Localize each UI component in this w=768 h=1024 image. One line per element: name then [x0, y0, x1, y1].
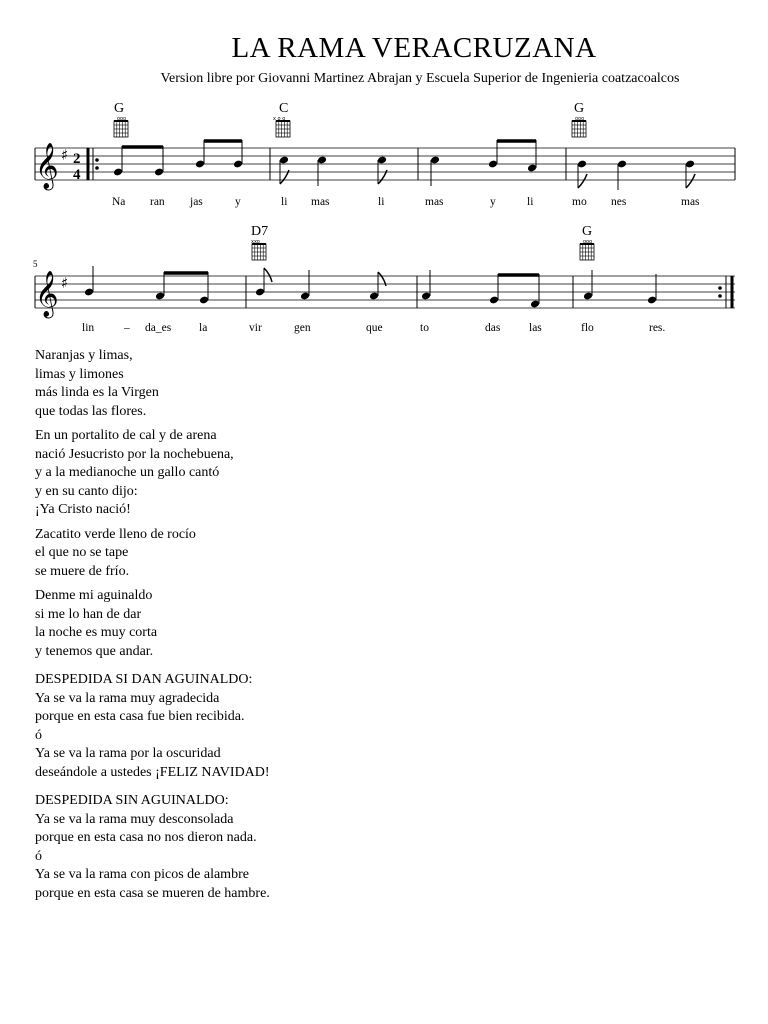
measure-number: 5 — [33, 259, 38, 269]
lyric-syllable: lin — [82, 322, 95, 334]
lyric-syllable: vir — [249, 322, 262, 334]
verse-line: nació Jesucristo por la nochebuena, — [35, 446, 234, 462]
notes-measure-5 — [84, 266, 209, 304]
verse-line: que todas las flores. — [35, 403, 147, 419]
verse-line: Ya se va la rama muy agradecida — [35, 690, 220, 706]
time-signature: 2 — [73, 151, 81, 167]
lyric-syllable: das — [485, 322, 501, 334]
chord-diagram-g — [114, 121, 128, 137]
svg-text:x o o: x o o — [273, 116, 286, 122]
verse-line: deseándole a ustedes ¡FELIZ NAVIDAD! — [35, 764, 270, 780]
stanza-1 — [35, 347, 735, 421]
verse-line: Zacatito verde lleno de rocío — [35, 526, 196, 542]
verse-line: limas y limones — [35, 366, 124, 382]
verse-line: más linda es la Virgen — [35, 385, 159, 400]
lyrics-line-1 — [112, 196, 700, 208]
verse-line: porque en esta casa fue bien recibida. — [35, 709, 245, 724]
lyric-syllable: – — [124, 322, 130, 334]
chord-name: G — [114, 101, 125, 116]
verse-line: y tenemos que andar. — [35, 643, 154, 659]
chord-diagram-c — [276, 121, 290, 137]
sheet-music — [0, 0, 768, 345]
svg-text:4: 4 — [73, 167, 81, 183]
song-title: LA RAMA VERACRUZANA — [231, 32, 597, 64]
key-signature-sharp: ♯ — [61, 146, 69, 164]
verse-line: porque en esta casa se mueren de hambre. — [35, 885, 270, 901]
section-heading: DESPEDIDA SI DAN AGUINALDO: — [35, 672, 253, 687]
verse-line: se muere de frío. — [35, 563, 130, 579]
svg-text:𝄞: 𝄞 — [35, 271, 59, 317]
notes-measure-3 — [430, 140, 537, 186]
verse-line: Denme mi aguinaldo — [35, 588, 153, 603]
lyric-syllable: flo — [581, 322, 594, 334]
lyric-syllable: la — [199, 322, 208, 334]
notes-measure-8 — [583, 270, 657, 304]
lyric-syllable: res. — [649, 322, 666, 334]
lyric-syllable: li — [527, 196, 534, 208]
verse-line: la noche es muy corta — [35, 625, 158, 640]
lyric-syllable: y — [490, 196, 496, 208]
verse-line: Ya se va la rama muy desconsolada — [35, 811, 234, 827]
chord-diagram-g-3 — [580, 244, 594, 260]
lyric-syllable: li — [281, 196, 288, 208]
verse-line: Ya se va la rama con picos de alambre — [35, 867, 249, 882]
stanza-farewell-with-gift — [35, 671, 735, 782]
lyric-syllable: las — [529, 322, 542, 334]
verse-line: ¡Ya Cristo nació! — [35, 502, 131, 517]
lyrics-line-2 — [82, 322, 665, 334]
notes-measure-2 — [279, 156, 387, 186]
lyric-syllable: Na — [112, 196, 126, 208]
lyric-syllable: jas — [190, 196, 203, 208]
lyric-syllable: da_es — [145, 322, 172, 334]
chord-name: C — [279, 101, 289, 116]
song-subtitle: Version libre por Giovanni Martinez Abrajan y Escuela Superior de Ingenieria coatzacoalcos — [160, 71, 680, 86]
verse-line: y a la medianoche un gallo cantó — [35, 465, 220, 480]
lyric-syllable: mas — [681, 196, 700, 208]
chord-diagram-d7 — [252, 244, 266, 260]
lyric-syllable: ran — [150, 196, 165, 208]
stanza-2 — [35, 427, 735, 520]
chord-name: G — [582, 224, 593, 239]
stanza-3 — [35, 526, 735, 582]
lyric-syllable: gen — [294, 322, 311, 334]
verse-line: si me lo han de dar — [35, 606, 142, 622]
lyric-syllable: li — [378, 196, 385, 208]
lyric-syllable: y — [235, 196, 241, 208]
stanza-4 — [35, 587, 735, 661]
chord-name: D7 — [251, 224, 269, 239]
lyric-syllable: mas — [425, 196, 444, 208]
notes-measure-1 — [113, 140, 243, 176]
svg-text:ooo: ooo — [575, 116, 585, 122]
lyric-syllable: to — [420, 322, 429, 334]
lyric-syllable: mo — [572, 196, 587, 208]
svg-text:ooo: ooo — [583, 239, 593, 245]
lyric-syllable: mas — [311, 196, 330, 208]
treble-clef: 𝄞 — [35, 143, 59, 189]
verse-line: el que no se tape — [35, 545, 129, 560]
lyric-syllable: nes — [611, 196, 627, 208]
section-heading: DESPEDIDA SIN AGUINALDO: — [35, 793, 229, 808]
lyric-syllable: que — [366, 322, 383, 334]
verse-line: ó — [35, 848, 42, 864]
lyrics-verses — [35, 347, 735, 909]
stanza-farewell-without-gift — [35, 792, 735, 903]
verse-line: porque en esta casa no nos dieron nada. — [35, 830, 257, 845]
chord-diagram-g-2 — [572, 121, 586, 137]
chord-name: G — [574, 101, 585, 116]
verse-line: En un portalito de cal y de arena — [35, 428, 217, 443]
svg-text:xxo: xxo — [251, 239, 260, 245]
staff-system-1 — [35, 116, 735, 191]
staff-system-2 — [35, 239, 735, 319]
verse-line: ó — [35, 727, 42, 743]
verse-line: y en su canto dijo: — [35, 483, 138, 499]
svg-text:♯: ♯ — [61, 274, 69, 292]
verse-line: Naranjas y limas, — [35, 348, 133, 363]
svg-text:ooo: ooo — [117, 116, 127, 122]
verse-line: Ya se va la rama por la oscuridad — [35, 746, 221, 761]
